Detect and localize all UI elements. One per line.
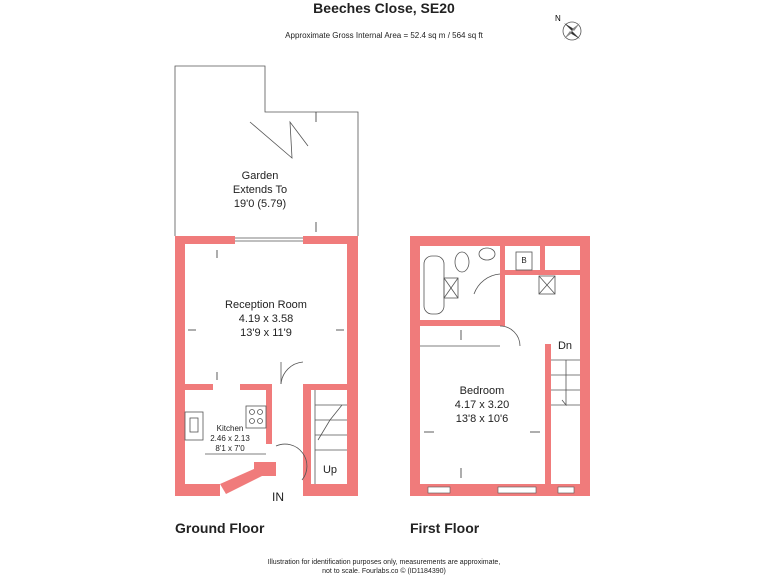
bedroom-name: Bedroom bbox=[459, 385, 505, 397]
kitchen-metric: 2.46 x 2.13 bbox=[210, 434, 250, 443]
gross-area-text: Approximate Gross Internal Area = 52.4 sq m / 564 sq ft bbox=[285, 31, 483, 40]
ground-floor-walls bbox=[175, 236, 358, 496]
garden-outline bbox=[175, 66, 358, 241]
kitchen-label bbox=[202, 424, 258, 454]
bedroom-metric: 4.17 x 3.20 bbox=[454, 399, 510, 411]
reception-room-name: Reception Room bbox=[225, 299, 307, 311]
garden-label bbox=[215, 169, 305, 211]
bedroom-imperial: 13'8 x 10'6 bbox=[455, 413, 509, 425]
ground-floor-caption: Ground Floor bbox=[175, 520, 265, 536]
ground-stairs-label: Up bbox=[322, 464, 338, 476]
garden-label-line3: 19'0 (5.79) bbox=[233, 198, 287, 210]
disclaimer-line2: not to scale. Fourlabs.co © (ID1184390) bbox=[322, 568, 446, 575]
reception-room-label bbox=[206, 298, 326, 340]
bedroom-label bbox=[420, 384, 544, 426]
reception-room-imperial: 13'9 x 11'9 bbox=[240, 327, 292, 339]
reception-room-metric: 4.19 x 3.58 bbox=[238, 313, 294, 325]
garden-label-line1: Garden bbox=[241, 170, 279, 182]
plan-title: Beeches Close, SE20 bbox=[313, 0, 455, 16]
first-floor-caption: First Floor bbox=[410, 520, 480, 536]
disclaimer-line1: Illustration for identification purposes only, measurements are approximate, bbox=[267, 559, 501, 566]
disclaimer-text bbox=[0, 558, 768, 576]
kitchen-name: Kitchen bbox=[216, 424, 244, 433]
first-floor-walls bbox=[410, 236, 590, 496]
entrance-label: IN bbox=[272, 490, 284, 504]
first-stairs-label: Dn bbox=[557, 340, 573, 352]
compass-north-letter: N bbox=[555, 14, 561, 23]
boiler-label: B bbox=[521, 256, 527, 265]
garden-label-line2: Extends To bbox=[232, 184, 288, 196]
kitchen-imperial: 8'1 x 7'0 bbox=[215, 444, 245, 453]
